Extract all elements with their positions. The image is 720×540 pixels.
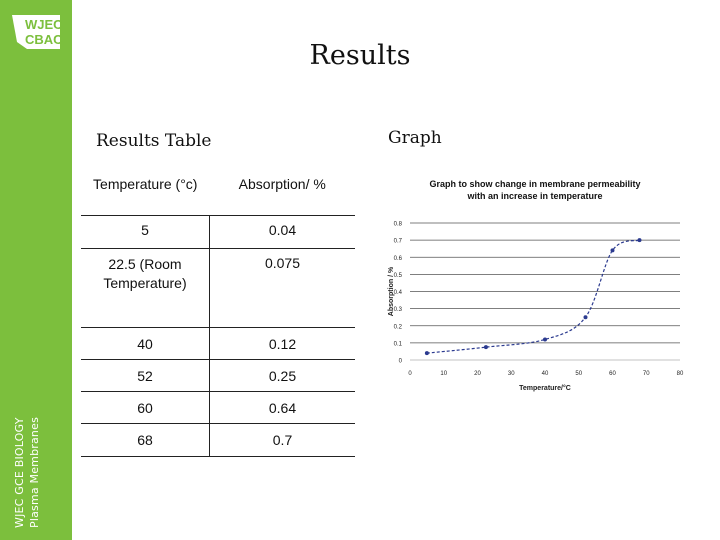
cell-temp-4: 52: [81, 360, 210, 392]
x-tick-label: 20: [474, 371, 481, 377]
x-tick-label: 60: [609, 371, 616, 377]
chart-title: Graph to show change in membrane permeability with an increase in temperature: [429, 179, 641, 201]
sidebar-subject: WJEC GCE BIOLOGY: [13, 417, 26, 528]
cell-abs-3: 0.12: [210, 328, 356, 360]
header-temperature: Temperature (°c): [81, 176, 210, 216]
y-tick-label: 0: [398, 358, 402, 365]
y-axis-label: Absorption / %: [388, 266, 395, 317]
table-row: [81, 360, 355, 392]
table-row: [81, 392, 355, 424]
y-tick-label: 0.6: [393, 255, 402, 262]
data-point: [584, 315, 588, 319]
wjec-logo: [9, 12, 63, 52]
cell-temp-3: 40: [81, 328, 210, 360]
x-tick-label: 30: [507, 371, 515, 377]
y-tick-label: 0.7: [393, 238, 402, 245]
data-point: [543, 337, 547, 341]
x-axis-label: Temperature/°C: [519, 385, 571, 392]
cell-abs-6: 0.7: [210, 424, 356, 457]
data-point: [638, 238, 642, 242]
results-table: [81, 176, 355, 457]
page-title: Results: [309, 40, 411, 71]
cell-abs-1: 0.04: [210, 216, 356, 249]
table-row: [81, 328, 355, 360]
cell-temp-6: 68: [81, 424, 210, 457]
table-header-row: [81, 176, 355, 216]
x-tick-label: 40: [541, 371, 549, 377]
sidebar-caption: [12, 417, 42, 528]
logo-line1: WJEC: [25, 17, 63, 32]
cell-abs-5: 0.64: [210, 392, 356, 424]
cell-temp-5: 60: [81, 392, 210, 424]
y-tick-label: 0.2: [393, 324, 402, 331]
y-tick-label: 0.1: [393, 341, 402, 348]
logo-line2: CBAC: [25, 32, 63, 47]
table-row: [81, 424, 355, 457]
cell-abs-2: 0.075: [210, 249, 356, 328]
table-row: [81, 249, 355, 328]
results-table-title: Results Table: [96, 131, 212, 151]
y-tick-label: 0.5: [393, 272, 402, 279]
permeability-chart: [380, 175, 690, 395]
y-tick-label: 0.3: [393, 307, 402, 314]
x-tick-label: 70: [642, 371, 650, 377]
header-absorption: Absorption/ %: [210, 176, 356, 216]
x-tick-label: 80: [676, 371, 684, 377]
data-point: [611, 248, 615, 252]
y-tick-label: 0.4: [393, 290, 402, 296]
x-tick-label: 0: [408, 371, 412, 377]
y-tick-label: 0.8: [393, 221, 402, 228]
cell-temp-1: 5: [81, 216, 210, 249]
cell-temp-2: 22.5 (Room Temperature): [81, 249, 210, 328]
x-tick-label: 50: [575, 371, 583, 377]
sidebar-topic: Plasma Membranes: [28, 416, 41, 528]
data-point: [484, 345, 488, 349]
data-point: [425, 351, 429, 355]
graph-heading: Graph: [388, 128, 442, 148]
cell-abs-4: 0.25: [210, 360, 356, 392]
sidebar: [0, 0, 72, 540]
table-row: [81, 216, 355, 249]
x-tick-label: 10: [440, 371, 448, 377]
